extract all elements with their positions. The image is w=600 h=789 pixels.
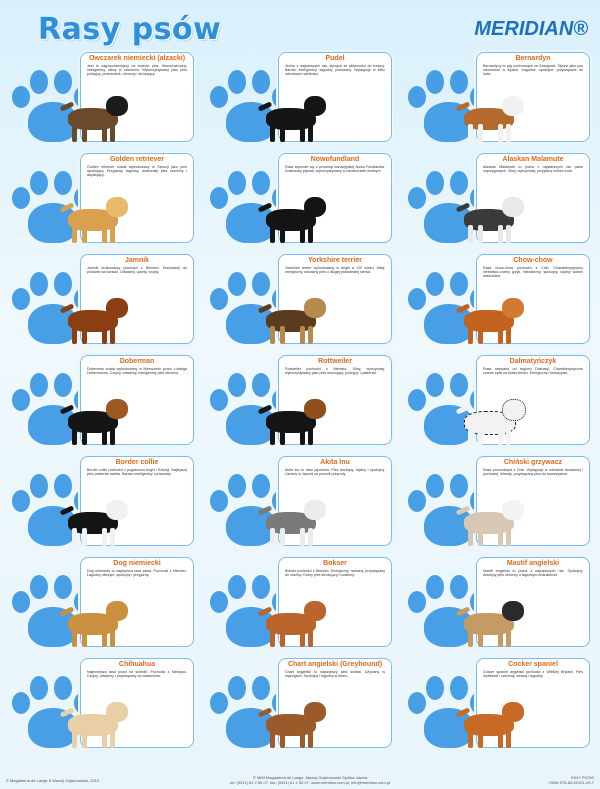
dog-photo bbox=[58, 290, 136, 346]
breeds-grid bbox=[6, 50, 594, 760]
footer-publisher-line2: tel. (0911) 61 2 55 07, fax: (0911) 61 2 55 07, www.meridian.com.pl, info@meridian.com.pl bbox=[230, 780, 390, 785]
breed-description: Border collie pochodzi z pogranicza Anglii i Szkocji. Najlepszy pies pasterski świata. Bardzo inteligentny i pracowity. bbox=[87, 468, 187, 477]
breed-name: Golden retriever bbox=[109, 156, 165, 163]
dog-photo bbox=[256, 492, 334, 548]
breed-name: Pudel bbox=[325, 55, 345, 62]
breed-description: Rasa wywodzi się z prowincji kanadyjskiej Nowa Fundlandia. Doskonały pływak, wykorzystywany w ratownictwie wodnym. bbox=[285, 165, 385, 174]
breed-card bbox=[6, 50, 196, 148]
dog-photo bbox=[256, 88, 334, 144]
dog-photo bbox=[454, 391, 532, 447]
dog-photo bbox=[256, 593, 334, 649]
breed-description: Golden retriever został wyhodowany w Szkocji jako pies aportujący. Przyjazny, łagodny, doskonały pies rodzinny i asystujący. bbox=[87, 165, 187, 178]
breed-description: Chart angielski to najszybszy pies świata. Używany w wyścigach. Spokojny i łagodny w domu. bbox=[285, 670, 385, 679]
breed-name: Bokser bbox=[323, 560, 347, 567]
breed-card bbox=[6, 656, 196, 754]
breed-description: Akita inu to rasa japońska. Pies dostojny, lojalny i spokojny. Uznany w Japonii za pomnik przyrody. bbox=[285, 468, 385, 477]
breed-card bbox=[204, 50, 394, 148]
dog-photo bbox=[58, 593, 136, 649]
breed-card bbox=[204, 555, 394, 653]
dog-photo bbox=[256, 189, 334, 245]
dog-photo bbox=[256, 391, 334, 447]
brand-logo: MERIDIAN® bbox=[474, 18, 588, 40]
poster-title: Rasy psów bbox=[38, 12, 222, 47]
dog-photo bbox=[58, 694, 136, 750]
breed-card bbox=[204, 252, 394, 350]
breed-description: Jamnik krótkowłosy pochodzi z Niemiec. Hodowany do polowań na borsuki. Odważny, uparty, czujny. bbox=[87, 266, 187, 275]
breed-name: Chart angielski (Greyhound) bbox=[287, 661, 383, 668]
breed-description: Rottweiler pochodzi z Niemiec. Silny, wytrzymały, wykorzystywany jako pies stróżujący, policyjny i pasterski. bbox=[285, 367, 385, 376]
breed-name: Jamnik bbox=[124, 257, 150, 264]
breed-description: Bokser pochodzi z Niemiec. Energiczny, radosny, przywiązany do rodziny. Dobry pies stróżujący i rodzinny. bbox=[285, 569, 385, 578]
footer-copyright: © Magdalena de Lange & Maciej Gajsiorowski, 2010 bbox=[6, 778, 99, 783]
breed-card bbox=[402, 656, 592, 754]
breed-name: Mastif angielski bbox=[506, 560, 560, 567]
breed-card bbox=[204, 353, 394, 451]
breed-card bbox=[6, 252, 196, 350]
dog-photo bbox=[454, 189, 532, 245]
breed-name: Akita Inu bbox=[320, 459, 350, 466]
dog-photo bbox=[454, 88, 532, 144]
breed-description: Mastif angielski to jedna z najcięższych ras. Spokojny, dostojny pies obronny o łagodnym charakterze. bbox=[483, 569, 583, 578]
breed-name: Cocker spaniel bbox=[508, 661, 558, 668]
dog-photo bbox=[454, 290, 532, 346]
breed-description: Bernardyny to psy pochodzące ze Szwajcarii. Słynne jako psy ratownicze w Alpach. Łagodne, spokojne, przywiązane do ludzi. bbox=[483, 64, 583, 77]
breed-card bbox=[204, 151, 394, 249]
breed-description: Najmniejsza rasa psów na świecie. Pochodzi z Meksyku. Czujny, odważny i przywiązany do właściciela. bbox=[87, 670, 187, 679]
breed-description: Rasa nazwana od regionu Dalmacji. Charakterystyczne czarne cętki na białej sierści. Energiczny i towarzyski. bbox=[483, 367, 583, 376]
dog-photo bbox=[58, 189, 136, 245]
dog-photo bbox=[454, 492, 532, 548]
footer-isbn bbox=[549, 775, 594, 785]
breed-card bbox=[204, 454, 394, 552]
breed-card bbox=[6, 353, 196, 451]
breed-name: Chihuahua bbox=[118, 661, 156, 668]
breed-description: Alaskan Malamute to jedna z najstarszych ras psów zaprzęgowych. Silny, wytrzymały, przyjazny wobec ludzi. bbox=[483, 165, 583, 174]
breed-name: Dog niemiecki bbox=[113, 560, 161, 567]
breed-name: Chiński grzywacz bbox=[503, 459, 563, 466]
breed-card bbox=[6, 555, 196, 653]
breed-name: Owczarek niemiecki (alzacki) bbox=[88, 55, 186, 62]
breed-description: Cocker spaniel angielski pochodzi z Wielkiej Brytanii. Pies myśliwski i rodzinny, wesoły i łagodny. bbox=[483, 670, 583, 679]
footer-isbn-number: ISBN 978-83-62101-49-7 bbox=[549, 780, 594, 785]
breed-description: Rasa chow-chow pochodzi z Chin. Charakterystyczny niebiesko-czarny język. Niezależny, spokojny, lojalny wobec właściciela. bbox=[483, 266, 583, 279]
breed-name: Chow-chow bbox=[513, 257, 553, 264]
breed-description: Doberman został wyhodowany w Niemczech przez Ludwiga Dobermanna. Czujny, odważny, inteligentny pies obronny. bbox=[87, 367, 187, 376]
breed-name: Alaskan Malamute bbox=[502, 156, 564, 163]
dog-photo bbox=[454, 694, 532, 750]
dog-photo bbox=[58, 492, 136, 548]
breed-card bbox=[204, 656, 394, 754]
breed-name: Border collie bbox=[115, 459, 159, 466]
breed-name: Bernardyn bbox=[515, 55, 551, 62]
breed-card bbox=[402, 151, 592, 249]
dog-photo bbox=[58, 391, 136, 447]
breed-name: Dalmatyńczyk bbox=[509, 358, 557, 365]
breed-description: Yorkshire terrier wyhodowany w Anglii w XIX wieku. Mały, energiczny, odważny pies o długiej jedwabistej sierści. bbox=[285, 266, 385, 275]
breed-card bbox=[6, 151, 196, 249]
breed-name: Doberman bbox=[119, 358, 155, 365]
breed-name: Nowofundland bbox=[310, 156, 360, 163]
footer-publisher bbox=[210, 775, 410, 785]
dog-photo bbox=[454, 593, 532, 649]
breed-description: Rasa pochodząca z Chin. Występuje w odmianie bezwłosej i puchowej. Wesoły, przywiązany pies do towarzystwa. bbox=[483, 468, 583, 477]
breed-description: Jedna z najstarszych ras, słynąca ze skłonności do tresury. Bardzo inteligentny, łagodny, posłuszny. Występuje w kilku odmianach wielkości. bbox=[285, 64, 385, 77]
breed-description: Dog niemiecki to najwyższa rasa psów. Pochodzi z Niemiec. Łagodny olbrzym, spokojny i przyjazny. bbox=[87, 569, 187, 578]
breed-card bbox=[402, 555, 592, 653]
dog-photo bbox=[58, 88, 136, 144]
breed-card bbox=[402, 50, 592, 148]
breed-name: Rottweiler bbox=[318, 358, 352, 365]
breed-card bbox=[402, 353, 592, 451]
breed-card bbox=[402, 252, 592, 350]
footer-publisher-line1: © MMI Magdalena de Lange, Maciej Gajsiorowski Spółka Jawna bbox=[252, 775, 368, 780]
dog-photo bbox=[256, 290, 334, 346]
breed-name: Yorkshire terrier bbox=[308, 257, 362, 264]
breed-card bbox=[6, 454, 196, 552]
dog-photo bbox=[256, 694, 334, 750]
breed-description: Jest to najpopularniejszy na świecie pies. Wszechstronny, inteligentny, łatwy w szkoleniu. Wykorzystywany jako pies policyjny, przewodnik, obronny i stróżujący. bbox=[87, 64, 187, 77]
footer-product-code: INNY PSÓW bbox=[571, 775, 594, 780]
breed-card bbox=[402, 454, 592, 552]
